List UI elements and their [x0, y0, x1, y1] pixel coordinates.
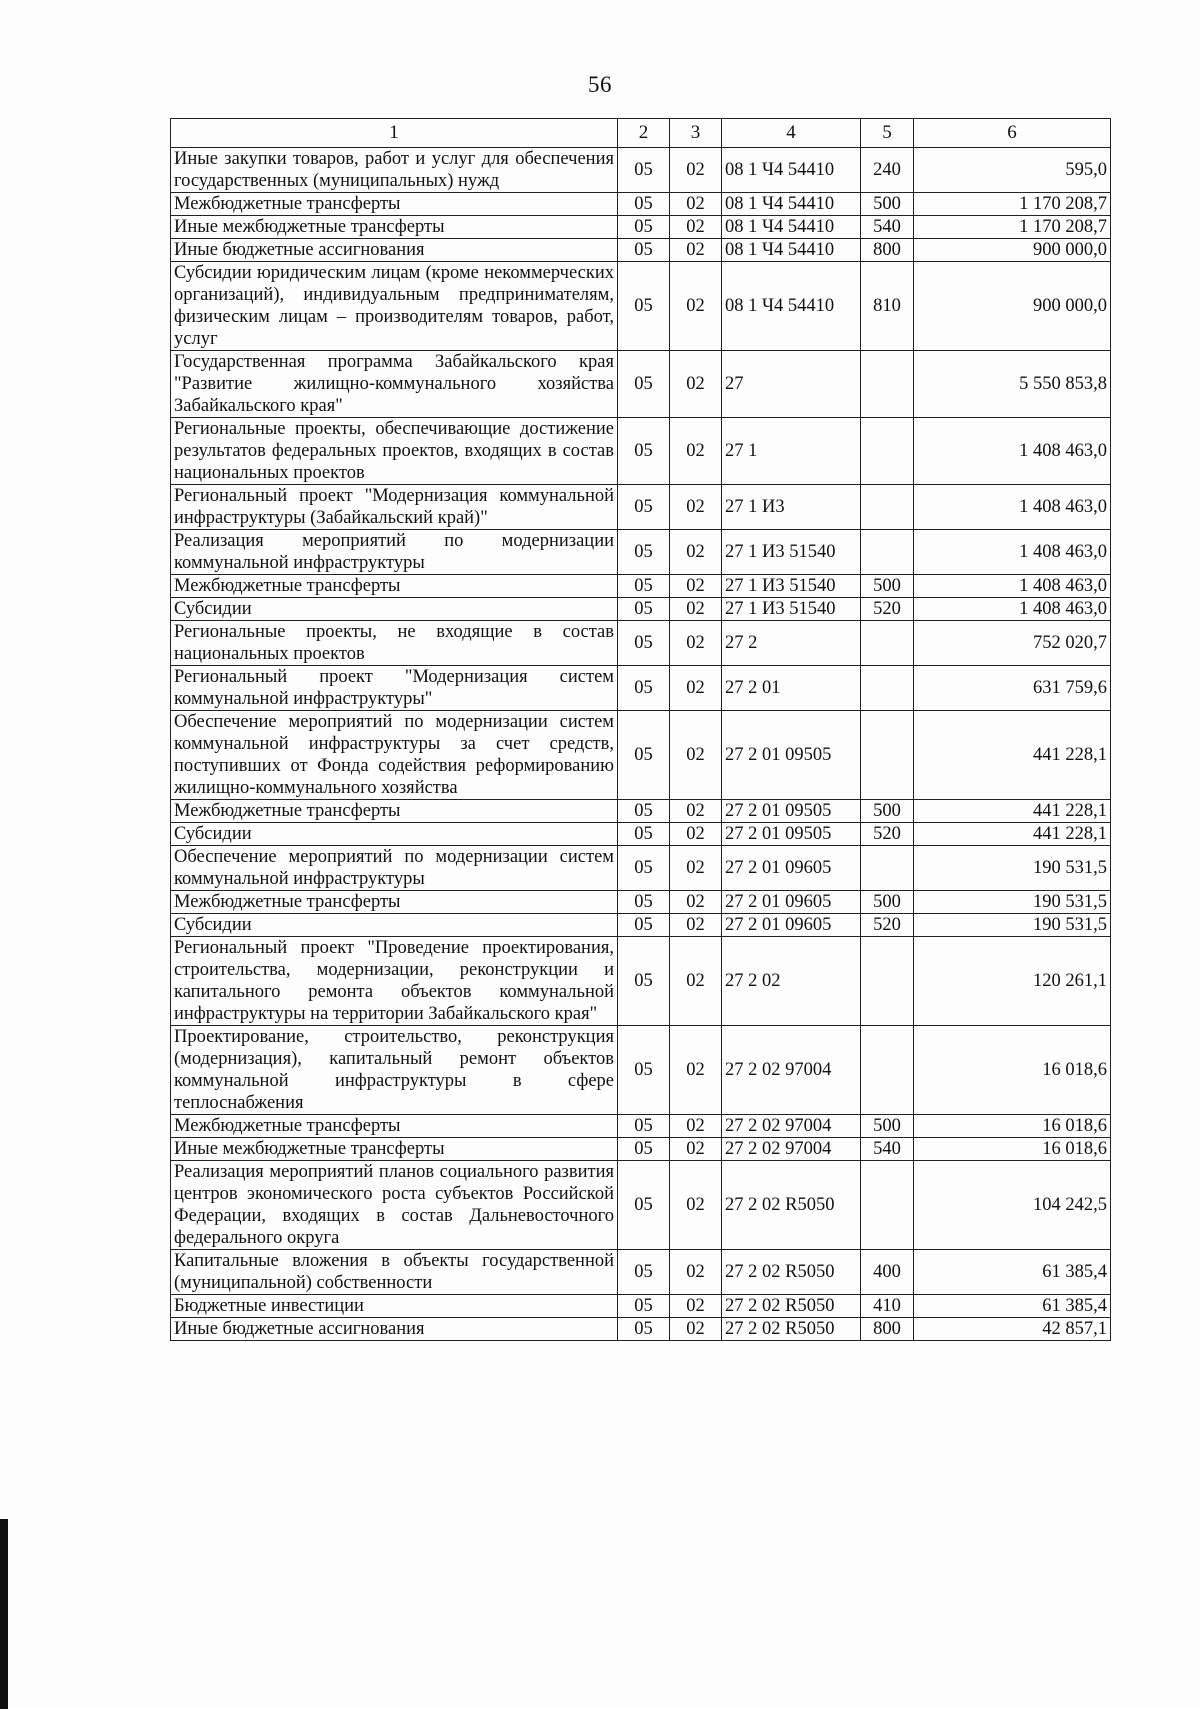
- expense-type-cell: [861, 418, 914, 485]
- description-cell: Капитальные вложения в объекты государственной (муниципальной) собственности: [171, 1250, 618, 1295]
- amount-cell: 61 385,4: [914, 1250, 1111, 1295]
- amount-cell: 752 020,7: [914, 621, 1111, 666]
- column-header-2: 2: [618, 119, 670, 148]
- expense-type-cell: 500: [861, 891, 914, 914]
- amount-cell: 441 228,1: [914, 823, 1111, 846]
- expense-type-cell: [861, 711, 914, 800]
- subsection-cell: 02: [670, 823, 722, 846]
- description-cell: Реализация мероприятий планов социального развития центров экономического роста субъектов Российской Федерации, входящих в состав Дальневосточного федерального округа: [171, 1161, 618, 1250]
- section-cell: 05: [618, 575, 670, 598]
- section-cell: 05: [618, 239, 670, 262]
- section-cell: 05: [618, 598, 670, 621]
- table-row: [171, 846, 1111, 891]
- target-article-cell: 27 2: [722, 621, 861, 666]
- target-article-cell: 27 1 И3 51540: [722, 530, 861, 575]
- target-article-cell: 27 2 02: [722, 937, 861, 1026]
- amount-cell: 190 531,5: [914, 891, 1111, 914]
- subsection-cell: 02: [670, 891, 722, 914]
- expense-type-cell: 500: [861, 800, 914, 823]
- target-article-cell: 27 2 02 97004: [722, 1138, 861, 1161]
- description-cell: Субсидии: [171, 598, 618, 621]
- expense-type-cell: 240: [861, 148, 914, 193]
- subsection-cell: 02: [670, 485, 722, 530]
- target-article-cell: 27 2 02 R5050: [722, 1318, 861, 1341]
- expense-type-cell: [861, 846, 914, 891]
- target-article-cell: 27 2 02 97004: [722, 1026, 861, 1115]
- table-row: [171, 1138, 1111, 1161]
- subsection-cell: 02: [670, 575, 722, 598]
- amount-cell: 1 408 463,0: [914, 485, 1111, 530]
- subsection-cell: 02: [670, 351, 722, 418]
- target-article-cell: 27 2 01 09605: [722, 891, 861, 914]
- table-row: [171, 800, 1111, 823]
- target-article-cell: 27 1: [722, 418, 861, 485]
- amount-cell: 16 018,6: [914, 1138, 1111, 1161]
- expense-type-cell: 540: [861, 216, 914, 239]
- target-article-cell: 27 2 01 09505: [722, 823, 861, 846]
- section-cell: 05: [618, 1295, 670, 1318]
- description-cell: Межбюджетные трансферты: [171, 800, 618, 823]
- section-cell: 05: [618, 1250, 670, 1295]
- description-cell: Иные закупки товаров, работ и услуг для обеспечения государственных (муниципальных) нужд: [171, 148, 618, 193]
- amount-cell: 190 531,5: [914, 914, 1111, 937]
- column-header-6: 6: [914, 119, 1111, 148]
- section-cell: 05: [618, 937, 670, 1026]
- table-row: [171, 621, 1111, 666]
- description-cell: Субсидии: [171, 823, 618, 846]
- amount-cell: 16 018,6: [914, 1026, 1111, 1115]
- table-row: [171, 418, 1111, 485]
- column-header-5: 5: [861, 119, 914, 148]
- amount-cell: 1 170 208,7: [914, 216, 1111, 239]
- amount-cell: 1 408 463,0: [914, 598, 1111, 621]
- expense-type-cell: 520: [861, 598, 914, 621]
- subsection-cell: 02: [670, 193, 722, 216]
- column-header-4: 4: [722, 119, 861, 148]
- amount-cell: 1 408 463,0: [914, 418, 1111, 485]
- description-cell: Бюджетные инвестиции: [171, 1295, 618, 1318]
- target-article-cell: 27: [722, 351, 861, 418]
- table-row: [171, 193, 1111, 216]
- subsection-cell: 02: [670, 1318, 722, 1341]
- description-cell: Обеспечение мероприятий по модернизации систем коммунальной инфраструктуры: [171, 846, 618, 891]
- section-cell: 05: [618, 485, 670, 530]
- section-cell: 05: [618, 1318, 670, 1341]
- target-article-cell: 27 2 02 R5050: [722, 1250, 861, 1295]
- amount-cell: 595,0: [914, 148, 1111, 193]
- section-cell: 05: [618, 1138, 670, 1161]
- subsection-cell: 02: [670, 262, 722, 351]
- amount-cell: 16 018,6: [914, 1115, 1111, 1138]
- subsection-cell: 02: [670, 1295, 722, 1318]
- section-cell: 05: [618, 800, 670, 823]
- amount-cell: 120 261,1: [914, 937, 1111, 1026]
- target-article-cell: 27 2 01 09605: [722, 846, 861, 891]
- table-row: [171, 1115, 1111, 1138]
- section-cell: 05: [618, 846, 670, 891]
- table-row: [171, 530, 1111, 575]
- section-cell: 05: [618, 418, 670, 485]
- subsection-cell: 02: [670, 937, 722, 1026]
- section-cell: 05: [618, 262, 670, 351]
- section-cell: 05: [618, 193, 670, 216]
- subsection-cell: 02: [670, 711, 722, 800]
- section-cell: 05: [618, 216, 670, 239]
- description-cell: Иные бюджетные ассигнования: [171, 1318, 618, 1341]
- section-cell: 05: [618, 148, 670, 193]
- subsection-cell: 02: [670, 1026, 722, 1115]
- table-row: [171, 823, 1111, 846]
- amount-cell: 5 550 853,8: [914, 351, 1111, 418]
- target-article-cell: 27 2 02 97004: [722, 1115, 861, 1138]
- description-cell: Региональные проекты, обеспечивающие достижение результатов федеральных проектов, входящих в состав национальных проектов: [171, 418, 618, 485]
- description-cell: Межбюджетные трансферты: [171, 891, 618, 914]
- section-cell: 05: [618, 1161, 670, 1250]
- subsection-cell: 02: [670, 846, 722, 891]
- table-row: [171, 666, 1111, 711]
- expense-type-cell: 500: [861, 1115, 914, 1138]
- amount-cell: 631 759,6: [914, 666, 1111, 711]
- subsection-cell: 02: [670, 1115, 722, 1138]
- target-article-cell: 27 2 02 R5050: [722, 1295, 861, 1318]
- table-header-row: [171, 119, 1111, 148]
- table-row: [171, 262, 1111, 351]
- expense-type-cell: 800: [861, 1318, 914, 1341]
- amount-cell: 1 408 463,0: [914, 575, 1111, 598]
- expense-type-cell: 410: [861, 1295, 914, 1318]
- target-article-cell: 27 1 И3: [722, 485, 861, 530]
- expense-type-cell: [861, 1161, 914, 1250]
- amount-cell: 441 228,1: [914, 800, 1111, 823]
- table-row: [171, 148, 1111, 193]
- description-cell: Иные межбюджетные трансферты: [171, 1138, 618, 1161]
- amount-cell: 1 170 208,7: [914, 193, 1111, 216]
- table-row: [171, 891, 1111, 914]
- expense-type-cell: 520: [861, 823, 914, 846]
- section-cell: 05: [618, 530, 670, 575]
- table-row: [171, 711, 1111, 800]
- description-cell: Иные межбюджетные трансферты: [171, 216, 618, 239]
- amount-cell: 441 228,1: [914, 711, 1111, 800]
- subsection-cell: 02: [670, 598, 722, 621]
- subsection-cell: 02: [670, 239, 722, 262]
- amount-cell: 104 242,5: [914, 1161, 1111, 1250]
- section-cell: 05: [618, 711, 670, 800]
- section-cell: 05: [618, 823, 670, 846]
- description-cell: Межбюджетные трансферты: [171, 575, 618, 598]
- table-row: [171, 1295, 1111, 1318]
- expense-type-cell: 810: [861, 262, 914, 351]
- scan-edge-mark: [0, 1519, 8, 1709]
- section-cell: 05: [618, 351, 670, 418]
- expense-type-cell: 800: [861, 239, 914, 262]
- subsection-cell: 02: [670, 418, 722, 485]
- subsection-cell: 02: [670, 1138, 722, 1161]
- description-cell: Иные бюджетные ассигнования: [171, 239, 618, 262]
- section-cell: 05: [618, 891, 670, 914]
- target-article-cell: 27 2 01 09505: [722, 800, 861, 823]
- description-cell: Государственная программа Забайкальского края "Развитие жилищно-коммунального хозяйства Забайкальского края": [171, 351, 618, 418]
- table-row: [171, 598, 1111, 621]
- table-row: [171, 1318, 1111, 1341]
- target-article-cell: 27 2 02 R5050: [722, 1161, 861, 1250]
- subsection-cell: 02: [670, 216, 722, 239]
- amount-cell: 1 408 463,0: [914, 530, 1111, 575]
- target-article-cell: 08 1 Ч4 54410: [722, 193, 861, 216]
- expense-type-cell: 540: [861, 1138, 914, 1161]
- expense-type-cell: [861, 666, 914, 711]
- target-article-cell: 27 2 01: [722, 666, 861, 711]
- target-article-cell: 08 1 Ч4 54410: [722, 216, 861, 239]
- target-article-cell: 27 2 01 09505: [722, 711, 861, 800]
- target-article-cell: 08 1 Ч4 54410: [722, 148, 861, 193]
- subsection-cell: 02: [670, 530, 722, 575]
- page-number: 56: [588, 72, 612, 97]
- amount-cell: 900 000,0: [914, 262, 1111, 351]
- expense-type-cell: [861, 937, 914, 1026]
- expense-type-cell: [861, 1026, 914, 1115]
- subsection-cell: 02: [670, 621, 722, 666]
- description-cell: Межбюджетные трансферты: [171, 193, 618, 216]
- description-cell: Региональный проект "Модернизация коммунальной инфраструктуры (Забайкальский край)": [171, 485, 618, 530]
- subsection-cell: 02: [670, 666, 722, 711]
- expense-type-cell: 500: [861, 193, 914, 216]
- table-row: [171, 1161, 1111, 1250]
- expense-type-cell: [861, 485, 914, 530]
- table-row: [171, 216, 1111, 239]
- subsection-cell: 02: [670, 800, 722, 823]
- table-row: [171, 351, 1111, 418]
- target-article-cell: 27 2 01 09605: [722, 914, 861, 937]
- description-cell: Субсидии юридическим лицам (кроме некоммерческих организаций), индивидуальным предпринимателям, физическим лицам – производителям товаров, работ, услуг: [171, 262, 618, 351]
- table-row: [171, 937, 1111, 1026]
- column-header-1: 1: [171, 119, 618, 148]
- description-cell: Субсидии: [171, 914, 618, 937]
- description-cell: Региональные проекты, не входящие в состав национальных проектов: [171, 621, 618, 666]
- amount-cell: 42 857,1: [914, 1318, 1111, 1341]
- table-row: [171, 485, 1111, 530]
- expense-type-cell: 500: [861, 575, 914, 598]
- table-row: [171, 575, 1111, 598]
- description-cell: Обеспечение мероприятий по модернизации систем коммунальной инфраструктуры за счет средств, поступивших от Фонда содействия реформированию жилищно-коммунального хозяйства: [171, 711, 618, 800]
- target-article-cell: 08 1 Ч4 54410: [722, 239, 861, 262]
- amount-cell: 190 531,5: [914, 846, 1111, 891]
- subsection-cell: 02: [670, 914, 722, 937]
- table-row: [171, 1026, 1111, 1115]
- expense-type-cell: [861, 530, 914, 575]
- target-article-cell: 27 1 И3 51540: [722, 575, 861, 598]
- table-row: [171, 914, 1111, 937]
- expense-type-cell: [861, 621, 914, 666]
- expense-type-cell: 400: [861, 1250, 914, 1295]
- section-cell: 05: [618, 1026, 670, 1115]
- table-row: [171, 239, 1111, 262]
- subsection-cell: 02: [670, 148, 722, 193]
- description-cell: Проектирование, строительство, реконструкция (модернизация), капитальный ремонт объектов коммунальной инфраструктуры в сфере теплоснабжения: [171, 1026, 618, 1115]
- section-cell: 05: [618, 1115, 670, 1138]
- budget-table: [170, 118, 1111, 1341]
- description-cell: Региональный проект "Проведение проектирования, строительства, модернизации, реконструкции и капитального ремонта объектов коммунальной инфраструктуры на территории Забайкальского края": [171, 937, 618, 1026]
- description-cell: Реализация мероприятий по модернизации коммунальной инфраструктуры: [171, 530, 618, 575]
- subsection-cell: 02: [670, 1161, 722, 1250]
- expense-type-cell: 520: [861, 914, 914, 937]
- description-cell: Межбюджетные трансферты: [171, 1115, 618, 1138]
- target-article-cell: 27 1 И3 51540: [722, 598, 861, 621]
- amount-cell: 900 000,0: [914, 239, 1111, 262]
- section-cell: 05: [618, 621, 670, 666]
- target-article-cell: 08 1 Ч4 54410: [722, 262, 861, 351]
- amount-cell: 61 385,4: [914, 1295, 1111, 1318]
- section-cell: 05: [618, 914, 670, 937]
- section-cell: 05: [618, 666, 670, 711]
- description-cell: Региональный проект "Модернизация систем коммунальной инфраструктуры": [171, 666, 618, 711]
- column-header-3: 3: [670, 119, 722, 148]
- expense-type-cell: [861, 351, 914, 418]
- table-row: [171, 1250, 1111, 1295]
- subsection-cell: 02: [670, 1250, 722, 1295]
